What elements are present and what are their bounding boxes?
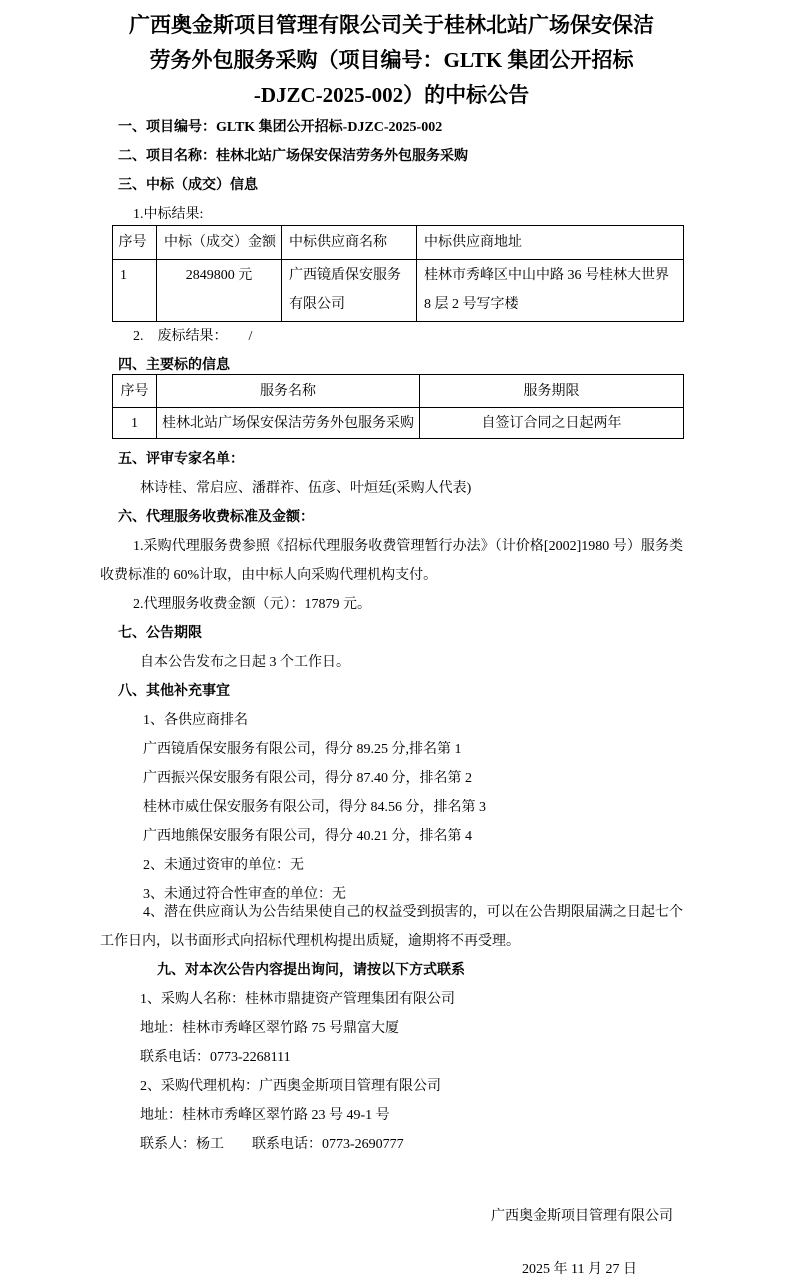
subject-cell-service-term: 自签订合同之日起两年 [420, 408, 684, 439]
subject-info-table [112, 374, 684, 439]
signature-company: 广西奥金斯项目管理有限公司 [491, 1209, 673, 1224]
section-heading-project-name: 二、项目名称：桂林北站广场保安保洁劳务外包服务采购 [118, 149, 468, 164]
subject-col-service-term: 服务期限 [420, 375, 684, 408]
rejected-bid-result: 2. 废标结果： / [133, 329, 253, 344]
subject-col-index: 序号 [113, 375, 157, 408]
section-heading-award-info: 三、中标（成交）信息 [118, 178, 258, 193]
purchaser-address: 地址：桂林市秀峰区翠竹路 75 号鼎富大厦 [140, 1021, 399, 1036]
failed-conformity-review: 3、未通过符合性审查的单位：无 [143, 887, 346, 902]
award-table-header-row [113, 226, 684, 260]
supplier-ranking-label: 1、各供应商排名 [143, 713, 248, 728]
page-title-line-2: 劳务外包服务采购（项目编号：GLTK 集团公开招标 [149, 48, 634, 72]
award-cell-index: 1 [113, 260, 157, 322]
award-table-row [113, 260, 684, 322]
subject-table-row [113, 408, 684, 439]
subject-cell-index: 1 [113, 408, 157, 439]
section-heading-experts: 五、评审专家名单： [118, 452, 244, 467]
section-heading-subject-info: 四、主要标的信息 [118, 358, 230, 373]
section-heading-supplementary: 八、其他补充事宜 [118, 684, 230, 699]
subject-col-service-name: 服务名称 [157, 375, 420, 408]
failed-prequalification: 2、未通过资审的单位：无 [143, 858, 304, 873]
agency-fee-standard: 1.采购代理服务费参照《招标代理服务收费管理暂行办法》（计价格[2002]1980 号）服务类收费标准的 60%计取，由中标人向采购代理机构支付。 [100, 539, 683, 583]
section-heading-contact: 九、对本次公告内容提出询问，请按以下方式联系 [157, 963, 465, 978]
supplier-ranking-4: 广西地熊保安服务有限公司，得分 40.21 分，排名第 4 [143, 829, 472, 844]
section-heading-project-number: 一、项目编号：GLTK 集团公开招标-DJZC-2025-002 [118, 120, 443, 135]
purchaser-phone: 联系电话：0773-2268111 [140, 1050, 291, 1065]
signature-date: 2025 年 11 月 27 日 [522, 1262, 637, 1277]
agency-contact-person-phone: 联系人：杨工 联系电话：0773-2690777 [140, 1137, 404, 1152]
award-col-index: 序号 [113, 226, 157, 260]
award-result-table [112, 225, 684, 322]
agency-name: 2、采购代理机构：广西奥金斯项目管理有限公司 [140, 1079, 441, 1094]
announcement-period-text: 自本公告发布之日起 3 个工作日。 [140, 655, 350, 670]
page-title [100, 8, 683, 113]
agency-address: 地址：桂林市秀峰区翠竹路 23 号 49-1 号 [140, 1108, 390, 1123]
award-cell-supplier: 广西镜盾保安服务有限公司 [282, 260, 417, 322]
supplier-ranking-2: 广西振兴保安服务有限公司，得分 87.40 分，排名第 2 [143, 771, 472, 786]
agency-fee-amount: 2.代理服务收费金额（元）：17879 元。 [133, 597, 371, 612]
expert-name-list: 林诗桂、常启应、潘群祚、伍彦、叶烜廷(采购人代表) [140, 481, 472, 496]
section-heading-agency-fee: 六、代理服务收费标准及金额： [118, 510, 314, 525]
award-cell-address: 桂林市秀峰区中山中路 36 号桂林大世界 8 层 2 号写字楼 [417, 260, 684, 322]
award-result-label: 1.中标结果: [133, 207, 204, 222]
objection-notice: 4、潜在供应商认为公告结果使自己的权益受到损害的，可以在公告期限届满之日起七个工作日内，以书面形式向招标代理机构提出质疑，逾期将不再受理。 [100, 905, 683, 949]
award-cell-amount: 2849800 元 [157, 260, 282, 322]
supplier-ranking-3: 桂林市威仕保安服务有限公司，得分 84.56 分，排名第 3 [143, 800, 486, 815]
award-col-address: 中标供应商地址 [417, 226, 684, 260]
page-title-line-1: 广西奥金斯项目管理有限公司关于桂林北站广场保安保洁 [129, 13, 654, 37]
award-col-supplier: 中标供应商名称 [282, 226, 417, 260]
award-col-amount: 中标（成交）金额 [157, 226, 282, 260]
supplier-ranking-1: 广西镜盾保安服务有限公司，得分 89.25 分,排名第 1 [143, 742, 462, 757]
subject-cell-service-name: 桂林北站广场保安保洁劳务外包服务采购 [157, 408, 420, 439]
purchaser-name: 1、采购人名称：桂林市鼎捷资产管理集团有限公司 [140, 992, 455, 1007]
page-title-line-3: -DJZC-2025-002）的中标公告 [253, 83, 530, 107]
section-heading-announcement-period: 七、公告期限 [118, 626, 202, 641]
